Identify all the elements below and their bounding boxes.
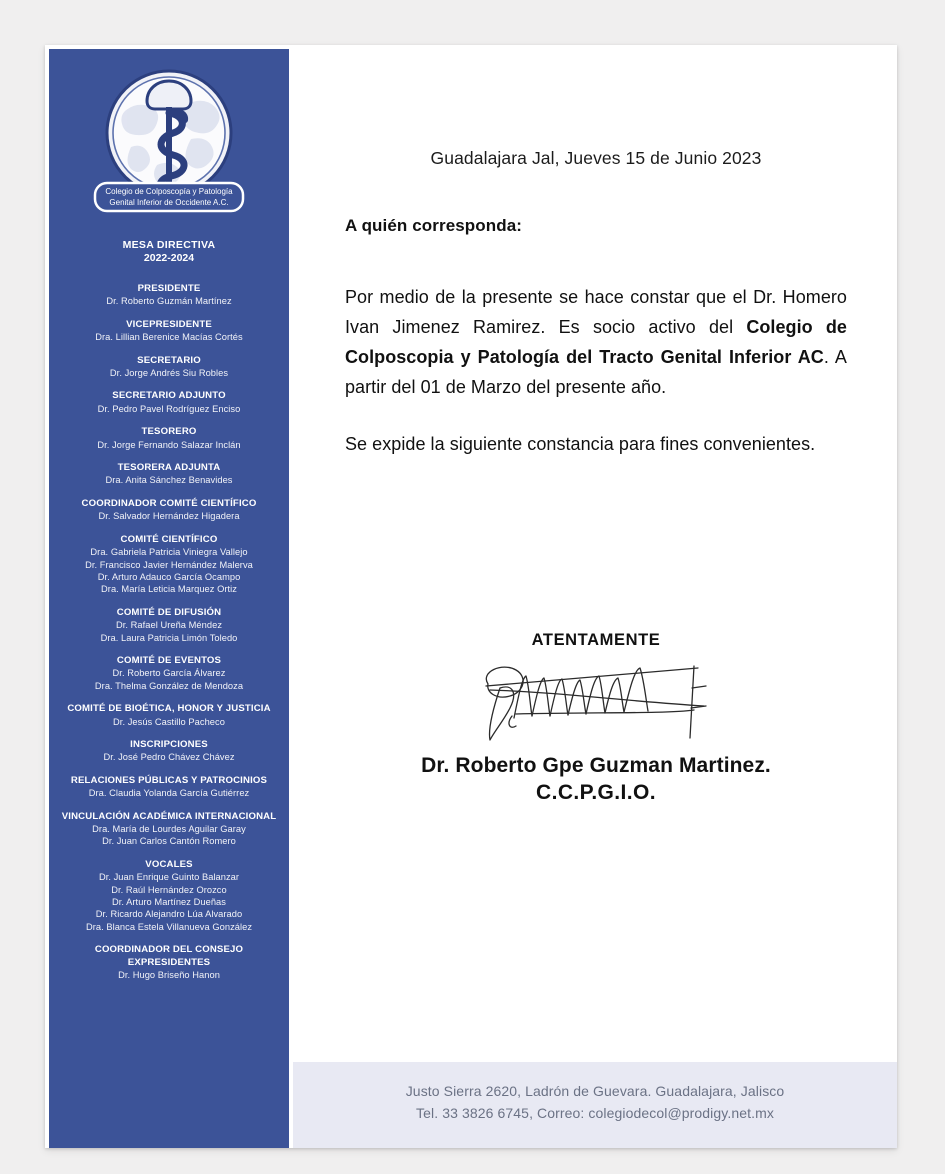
board-role-group <box>55 426 283 451</box>
board-role-title: COMITÉ DE DIFUSIÓN <box>116 606 222 618</box>
board-role-title: VINCULACIÓN ACADÉMICA INTERNACIONAL <box>61 810 277 822</box>
sidebar <box>49 49 289 1148</box>
board-member-name: Dr. Hugo Briseño Hanon <box>118 970 220 981</box>
board-member-name: Dr. Roberto Guzmán Martínez <box>106 296 232 307</box>
board-member-name: Dra. Anita Sánchez Benavides <box>105 475 233 486</box>
board-role-title: SECRETARIO <box>137 354 201 366</box>
board-role-title: COMITÉ DE EVENTOS <box>116 654 222 666</box>
board-role-title: VOCALES <box>145 858 193 870</box>
organization-logo <box>55 65 283 225</box>
board-member-name: Dr. Arturo Martínez Dueñas <box>112 897 226 908</box>
board-member-name: Dr. Francisco Javier Hernández Malerva <box>85 559 253 570</box>
board-member-name: Dr. José Pedro Chávez Chávez <box>103 752 235 763</box>
board-member-name: Dr. Roberto García Álvarez <box>112 668 226 679</box>
board-role-group <box>55 607 283 644</box>
board-role-group <box>55 944 283 981</box>
logo-banner-line1: Colegio de Colposcopía y Patología <box>105 187 233 196</box>
board-role-group <box>55 811 283 848</box>
organization-name-bold: Colegio de Colposcopia y Patología del Tracto Genital Inferior AC <box>345 317 847 367</box>
body-paragraph-1 <box>345 282 847 402</box>
asclepius-staff-globe-emblem <box>83 65 255 221</box>
board-member-name: Dra. Blanca Estela Villanueva González <box>85 921 253 932</box>
letter-content <box>293 45 897 1148</box>
footer-address: Justo Sierra 2620, Ladrón de Guevara. Guadalajara, Jalisco <box>405 1083 785 1099</box>
date-line: Guadalajara Jal, Jueves 15 de Junio 2023 <box>430 148 762 168</box>
board-role-group <box>55 775 283 800</box>
page-footer <box>293 1062 897 1148</box>
board-role-group <box>55 390 283 415</box>
board-role-title: COMITÉ CIENTÍFICO <box>120 533 218 545</box>
board-member-name: Dra. María Leticia Marquez Ortiz <box>101 584 237 595</box>
board-member-name: Dr. Jorge Andrés Siu Robles <box>109 368 229 379</box>
board-role-title: RELACIONES PÚBLICAS Y PATROCINIOS <box>70 774 268 786</box>
board-role-group <box>55 859 283 933</box>
board-role-group <box>55 498 283 523</box>
board-member-name: Dra. Gabriela Patricia Viniegra Vallejo <box>90 547 248 558</box>
signatory-name: Dr. Roberto Gpe Guzman Martinez. <box>421 754 771 777</box>
board-member-name: Dra. Lillian Berenice Macías Cortés <box>95 332 243 343</box>
body-paragraph-2: Se expide la siguiente constancia para fines convenientes. <box>345 434 816 454</box>
board-member-name: Dr. Juan Enrique Guinto Balanzar <box>98 872 240 883</box>
board-role-group <box>55 283 283 308</box>
board-role-title: COMITÉ DE BIOÉTICA, HONOR Y JUSTICIA <box>67 703 271 715</box>
board-role-title: TESORERO <box>141 426 197 438</box>
body-p1-text-before: Por medio de la presente se hace constar que el Dr. Homero Ivan Jimenez Ramirez. Es socio activo del <box>345 287 847 337</box>
board-role-title: COORDINADOR DEL CONSEJO EXPRESIDENTES <box>94 944 244 968</box>
board-role-group <box>55 462 283 487</box>
logo-banner-line2: Genital Inferior de Occidente A.C. <box>109 198 229 207</box>
board-role-title: INSCRIPCIONES <box>130 738 208 750</box>
closing-word: ATENTAMENTE <box>531 631 661 649</box>
board-role-group <box>55 739 283 764</box>
board-member-name: Dr. Arturo Adauco García Ocampo <box>97 571 241 582</box>
board-member-name: Dra. María de Lourdes Aguilar Garay <box>92 824 246 834</box>
board-role-group <box>55 534 283 596</box>
board-member-name: Dr. Juan Carlos Cantón Romero <box>102 836 236 847</box>
board-member-name: Dr. Raúl Hernández Orozco <box>111 884 227 895</box>
board-member-name: Dr. Salvador Hernández Higadera <box>98 511 240 522</box>
board-member-name: Dra. Claudia Yolanda García Gutiérrez <box>88 788 250 799</box>
signatory-credentials: C.C.P.G.I.O. <box>536 781 656 804</box>
board-role-title: TESORERA ADJUNTA <box>117 462 221 474</box>
sidebar-container <box>45 45 293 1148</box>
body-p1-text-after: . A partir del 01 de Marzo del presente año. <box>345 347 847 397</box>
footer-contact: Tel. 33 3826 6745, Correo: colegiodecol@prodigy.net.mx <box>416 1105 774 1121</box>
board-role-title: COORDINADOR COMITÉ CIENTÍFICO <box>81 497 257 509</box>
board-member-name: Dra. Laura Patricia Limón Toledo <box>100 632 238 643</box>
board-member-name: Dr. Ricardo Alejandro Lúa Alvarado <box>95 909 243 920</box>
board-role-group <box>55 703 283 728</box>
board-member-name: Dr. Jorge Fernando Salazar Inclán <box>97 439 241 450</box>
board-title: MESA DIRECTIVA <box>122 239 216 251</box>
board-member-name: Dra. Thelma González de Mendoza <box>94 680 244 691</box>
board-member-name: Dr. Jesús Castillo Pacheco <box>113 716 225 727</box>
board-role-title: PRESIDENTE <box>137 283 201 294</box>
document-page <box>45 45 897 1148</box>
handwritten-signature <box>466 658 726 746</box>
board-members-roster <box>55 283 283 981</box>
letter-body <box>293 45 897 1062</box>
board-member-name: Dr. Rafael Ureña Méndez <box>115 620 223 631</box>
board-role-title: VICEPRESIDENTE <box>126 318 212 330</box>
board-role-title: SECRETARIO ADJUNTO <box>112 390 226 402</box>
salutation: A quién corresponda: <box>345 216 523 235</box>
board-years: 2022-2024 <box>143 252 195 264</box>
board-role-group <box>55 355 283 380</box>
board-role-group <box>55 319 283 344</box>
board-role-group <box>55 655 283 692</box>
signature-area <box>345 658 847 750</box>
board-member-name: Dr. Pedro Pavel Rodríguez Enciso <box>97 403 241 414</box>
